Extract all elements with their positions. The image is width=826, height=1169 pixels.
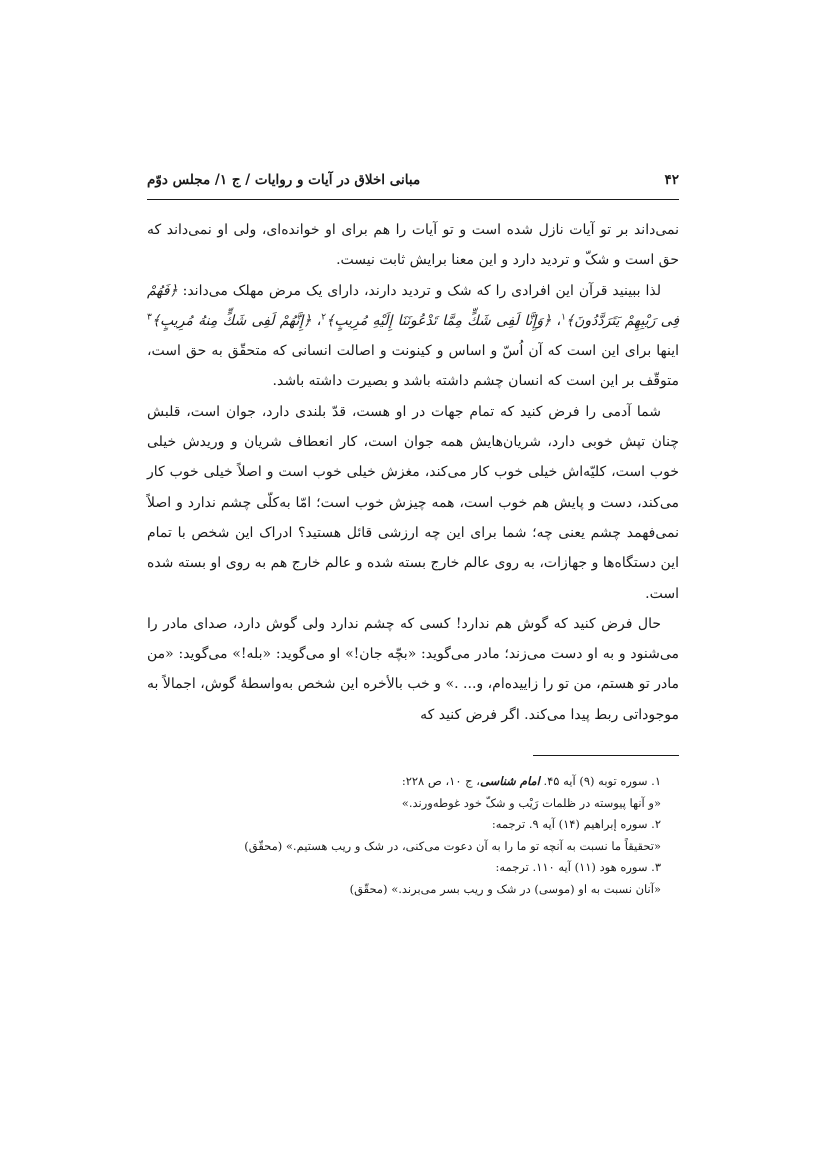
paragraph-3 [147, 397, 679, 609]
book-page [147, 0, 679, 1169]
footnote-2-reference: ۲. سوره إبراهیم (۱۴) آیه ۹. ترجمه: [491, 817, 661, 831]
paragraph-3-text: شما آدمی را فرض کنید که تمام جهات در او هست، قدّ بلندی دارد، جوان است، قلبش چنان تپش خوبی دارد، شریان‌هایش همه جوان است، کار انعطاف شریان و وریدش خیلی خوب است، کلیّه‌اش خیلی خوب کار می‌کند، مغزش خیلی خوب است و اصلاً خیلی خوب کار می‌کند، دست و پایش هم خوب است، همه چیزش خوب است؛ امّا به‌کلّی چشم ندارد و اصلاً نمی‌فهمد چشم یعنی چه؛ شما برای این چه ارزشی قائل هستید؟ ادراک این شخص با تمام این دستگاه‌ها و جهازات، به روی عالم خارج بسته شده و عالم خارج هم به روی او بسته شده است. [147, 403, 679, 602]
footnote-1-book-title: امام شناسی [479, 774, 540, 788]
quran-verse-2: ﴿وَإِنَّا لَفِی شَكٍّ مِمَّا تَدْعُونَنَا إِلَیْهِ مُرِیبٍ﴾ [326, 312, 552, 329]
footnotes [147, 771, 679, 900]
paragraph-2 [147, 276, 679, 397]
page-number: ۴۲ [664, 172, 679, 188]
body-text [147, 215, 679, 730]
quran-verse-1: ﴿فَهُمْ فِی رَیْبِهِمْ یَتَرَدَّدُونَ﴾ [147, 282, 680, 329]
running-title: مبانی اخلاق در آیات و روایات / ج ۱/ مجلس دوّم [147, 172, 421, 188]
footnote-1-ref-start: ۱. سوره توبه (۹) آیه ۴۵. [539, 774, 661, 788]
footnote-3-translation: «آنان نسبت به او (موسی) در شک و ریب بسر می‌برند.» (محقّق) [349, 881, 661, 896]
footnote-divider [533, 755, 679, 756]
footnote-1-reference [147, 771, 679, 793]
header-divider [147, 199, 679, 200]
footnote-1-ref-end: ، ج ۱۰، ص ۲۲۸: [401, 774, 480, 788]
separator-1: ، [551, 312, 562, 329]
footnote-3-reference: ۳. سوره هود (۱۱) آیه ۱۱۰. ترجمه: [495, 860, 661, 874]
footnote-ref-3: ۳ [147, 312, 152, 323]
paragraph-1-text: نمی‌داند بر تو آیات نازل شده است و تو آیات را هم برای او خوانده‌ای، ولی او نمی‌داند که حق است و شکّ و تردید دارد و این معنا برایش ثابت نیست. [147, 222, 679, 269]
paragraph-2-intro: لذا ببینید قرآن این افرادی را که شک و تردید دارند، دارای یک مرض مهلک می‌داند: [177, 282, 661, 299]
paragraph-4 [147, 609, 679, 730]
separator-2: ، [311, 312, 322, 329]
running-head [147, 172, 679, 196]
paragraph-1 [147, 215, 679, 276]
quran-verse-3: ﴿إِنَّهُمْ لَفِی شَكٍّ مِنهُ مُرِیبٍ﴾ [151, 312, 312, 329]
footnote-2-translation: «تحقیقاً ما نسبت به آنچه تو ما را به آن دعوت می‌کنی، در شک و ریب هستیم.» (محقّق) [244, 838, 661, 853]
paragraph-4-text: حال فرض کنید که گوش هم ندارد! کسی که چشم ندارد ولی گوش دارد، صدای مادر را می‌شنود و به او دست می‌زند؛ مادر می‌گوید: «بچّه جان!» او می‌گوید: «بله!» می‌گوید: «من مادر تو هستم، من تو را زاییده‌ام، و... .» و خب بالأخره این شخص به‌واسطهٔ گوش، اجمالاً به موجوداتی ربط پیدا می‌کند. اگر فرض کنید که [147, 615, 679, 723]
paragraph-2-rest: اینها برای این است که آن اُسّ و اساس و کینونت و اصالت انسانی که متحقّق به حق است، متوقّف بر این است که انسان چشم داشته باشد و بصیرت داشته باشد. [147, 343, 679, 390]
footnote-1-translation: «و آنها پیوسته در ظلمات رَیْب و شکّ خود غوطه‌ورند.» [401, 795, 661, 810]
footnote-ref-2: ۲ [321, 312, 327, 323]
footnote-ref-1: ۱ [561, 312, 566, 323]
